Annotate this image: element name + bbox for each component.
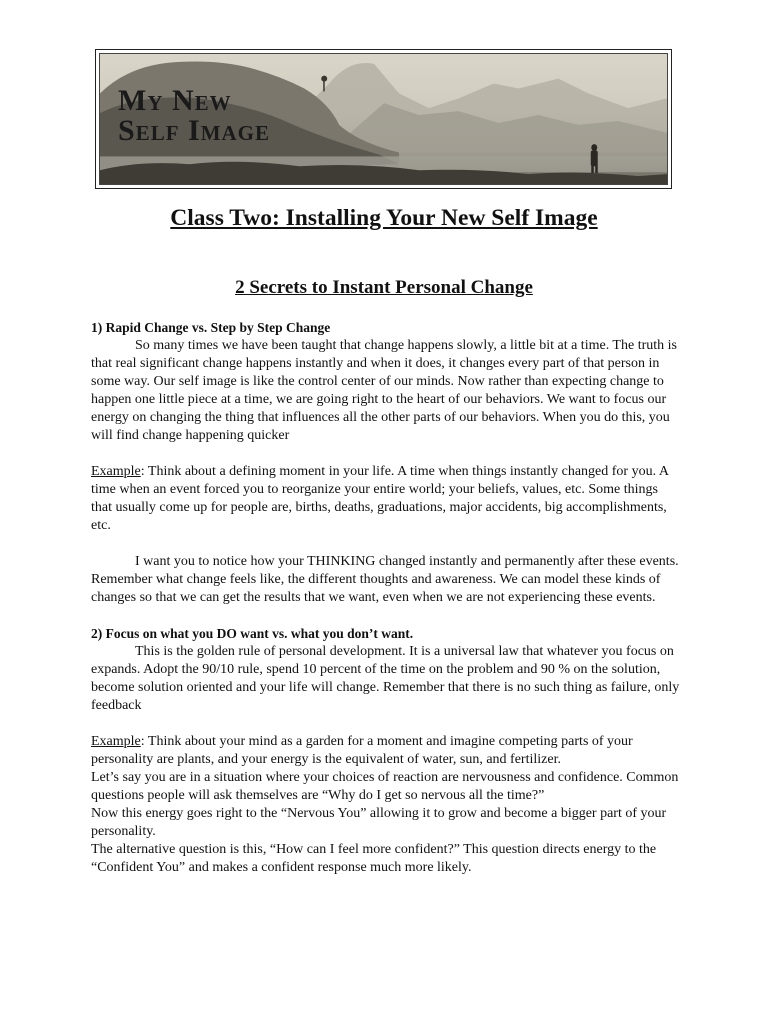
section2-heading: 2) Focus on what you DO want vs. what you don’t want. — [91, 626, 414, 641]
section1-example-text: : Think about a defining moment in your life. A time when things instantly changed for you. A time when an event forced you to reorganize your entire world; your beliefs, values, etc. Some things that usually come up for people are, births, deaths, graduations, major accidents, big accomplishments, etc. — [91, 464, 669, 533]
section2-example-text: : Think about your mind as a garden for a moment and imagine competing parts of your personality are plants, and your energy is the equivalent of water, sun, and fertilizer. — [91, 734, 633, 767]
section1-paragraph2: I want you to notice how your THINKING changed instantly and permanently after these events. Remember what change feels like, the different thoughts and awareness. We can model these kinds of changes so that we can get the results that we want, even when we are not experiencing these events. — [91, 554, 679, 605]
section1-heading: 1) Rapid Change vs. Step by Step Change — [91, 320, 331, 335]
banner-title-line2: Self Image — [118, 114, 271, 147]
section2-example-label: Example — [91, 734, 141, 749]
section1-example-label: Example — [91, 464, 141, 479]
header-banner — [95, 49, 672, 189]
section1-paragraph: So many times we have been taught that change happens slowly, a little bit at a time. The truth is that real significant change happens instantly and when it does, it changes every part of that person in some way. Our self image is like the control center of our minds. Now rather than expecting change to happen one little piece at a time, we are going right to the heart of our behaviors. We want to focus our energy on changing the thing that influences all the other parts of our behaviors. When you do this, you will find change happening quicker — [91, 338, 677, 443]
page-subtitle: 2 Secrets to Instant Personal Change — [235, 277, 533, 298]
banner-title — [118, 86, 270, 146]
section2-line-a: Let’s say you are in a situation where your choices of reaction are nervousness and confidence. Common questions people will ask themselves are “Why do I get so nervous all the time?” — [91, 770, 679, 803]
banner-title-line1: My New — [118, 84, 232, 117]
section1-example — [91, 463, 681, 535]
document-body — [91, 319, 681, 877]
section2-line-c: The alternative question is this, “How can I feel more confident?” This question directs energy to the “Confident You” and makes a confident response much more likely. — [91, 842, 657, 875]
section2-line-b: Now this energy goes right to the “Nervous You” allowing it to grow and become a bigger part of your personality. — [91, 806, 667, 839]
page-title: Class Two: Installing Your New Self Image — [170, 205, 598, 231]
section2-paragraph: This is the golden rule of personal development. It is a universal law that whatever you focus on expands. Adopt the 90/10 rule, spend 10 percent of the time on the problem and 90 % on the solution, become solution oriented and your life will change. Remember that there is no such thing as failure, only feedback — [91, 644, 680, 713]
section2-example — [91, 733, 681, 769]
banner-photo — [99, 53, 668, 185]
